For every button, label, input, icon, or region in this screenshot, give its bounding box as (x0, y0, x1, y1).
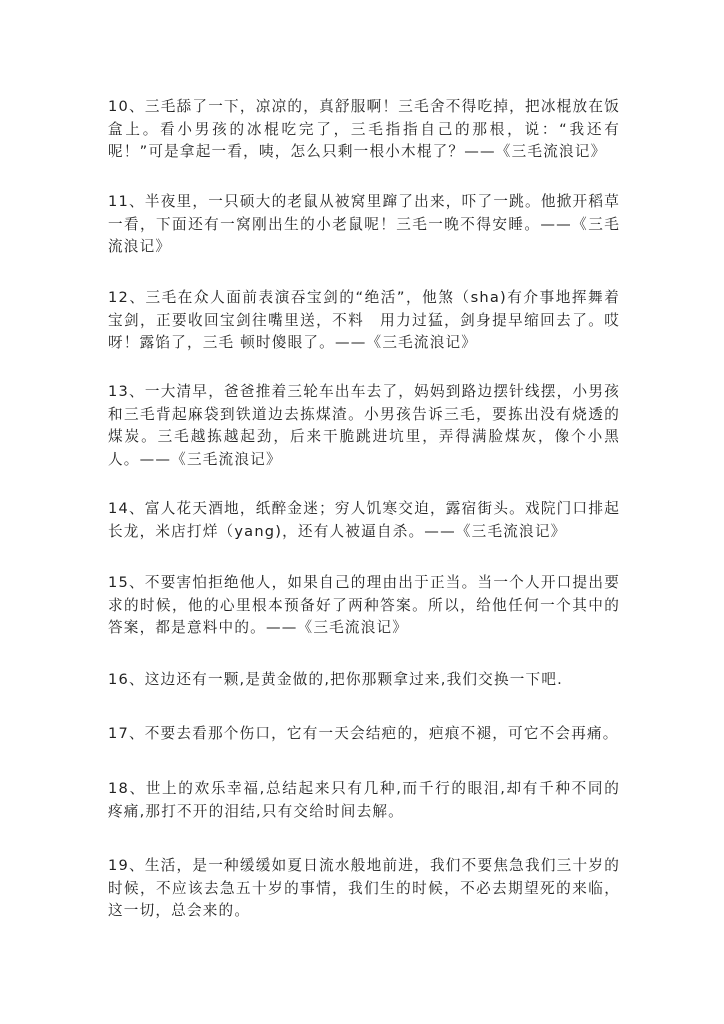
quote-paragraph-17: 17、不要去看那个伤口，它有一天会结疤的，疤痕不褪，可它不会再痛。 (108, 725, 619, 742)
quote-paragraph-11: 11、半夜里，一只硕大的老鼠从被窝里蹿了出来，吓了一跳。他掀开稻草一看，下面还有一窝刚出生的小老鼠呢！三毛一晚不得安睡。——《三毛流浪记》 (108, 193, 620, 255)
quote-paragraph-12: 12、三毛在众人面前表演吞宝剑的“绝活”，他煞（sha)有介事地挥舞着宝剑，正要收回宝剑往嘴里送，不料 用力过猛，剑身提早缩回去了。哎呀！露馅了，三毛 顿时傻眼了。——《三毛流浪记》 (108, 289, 620, 351)
quote-paragraph-18: 18、世上的欢乐幸福,总结起来只有几种,而千行的眼泪,却有千种不同的疼痛,那打不开的泪结,只有交给时间去解。 (108, 780, 620, 820)
quote-paragraph-16: 16、这边还有一颗,是黄金做的,把你那颗拿过来,我们交换一下吧. (108, 671, 563, 688)
quote-paragraph-19: 19、生活，是一种缓缓如夏日流水般地前进，我们不要焦急我们三十岁的时候，不应该去急五十岁的事情，我们生的时候，不必去期望死的来临，这一切，总会来的。 (108, 857, 620, 919)
quote-paragraph-15: 15、不要害怕拒绝他人，如果自己的理由出于正当。当一个人开口提出要求的时候，他的心里根本预备好了两种答案。所以，给他任何一个其中的答案，都是意料中的。——《三毛流浪记》 (108, 574, 620, 636)
quote-paragraph-10: 10、三毛舔了一下，凉凉的，真舒服啊！三毛舍不得吃掉，把冰棍放在饭盒上。看小男孩的冰棍吃完了，三毛指指自己的那根，说：“我还有呢！”可是拿起一看，咦，怎么只剩一根小木棍了？——《三毛流浪记》 (108, 98, 620, 160)
quote-paragraph-13: 13、一大清早，爸爸推着三轮车出车去了，妈妈到路边摆针线摆，小男孩和三毛背起麻袋到铁道边去拣煤渣。小男孩告诉三毛，要拣出没有烧透的煤炭。三毛越拣越起劲，后来干脆跳进坑里，弄得满脸煤灰，像个小黑人。——《三毛流浪记》 (108, 383, 620, 468)
quote-paragraph-14: 14、富人花天酒地，纸醉金迷；穷人饥寒交迫，露宿街头。戏院门口排起长龙，米店打烊（yang)，还有人被逼自杀。——《三毛流浪记》 (108, 500, 620, 540)
